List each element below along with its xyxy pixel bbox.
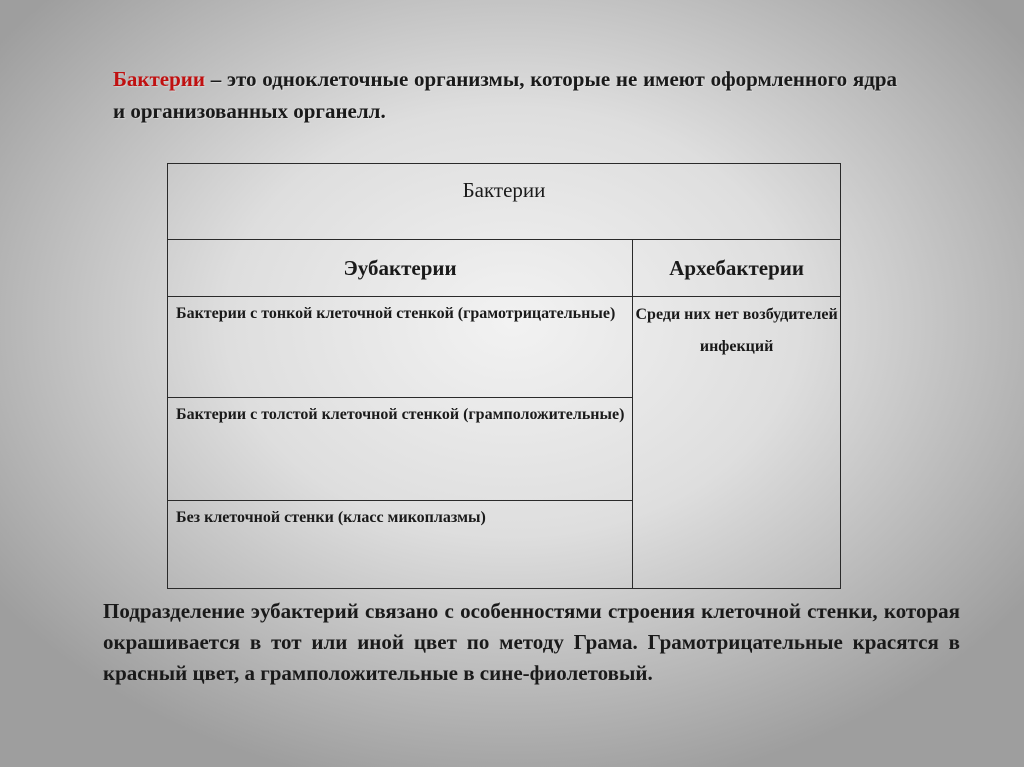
eubacteria-gram-negative-cell: Бактерии с тонкой клеточной стенкой (грамотрицательные): [168, 297, 633, 398]
table-header-row: [168, 164, 841, 240]
gram-stain-note: Подразделение эубактерий связано с особенностями строения клеточной стенки, которая окрашивается в тот или иной цвет по методу Грама. Грамотрицательные красятся в красный цвет, а грамположительные в сине-фиолетовый.: [103, 599, 960, 685]
table-title-cell: Бактерии: [168, 164, 841, 240]
column-header-archaebacteria: Архебактерии: [633, 240, 841, 297]
intro-term: Бактерии: [113, 67, 205, 91]
table-row: [168, 297, 841, 398]
table-subheader-row: [168, 240, 841, 297]
eubacteria-gram-positive-cell: Бактерии с толстой клеточной стенкой (грамположительные): [168, 398, 633, 501]
eubacteria-no-wall-cell: Без клеточной стенки (класс микоплазмы): [168, 501, 633, 589]
intro-definition: [113, 63, 897, 127]
intro-text: – это одноклеточные организмы, которые не имеют оформленного ядра и организованных органелл.: [113, 67, 897, 123]
archaebacteria-note-cell: Среди них нет возбудителей инфекций: [633, 297, 841, 589]
column-header-eubacteria: Эубактерии: [168, 240, 633, 297]
bacteria-classification-table: [167, 163, 841, 589]
